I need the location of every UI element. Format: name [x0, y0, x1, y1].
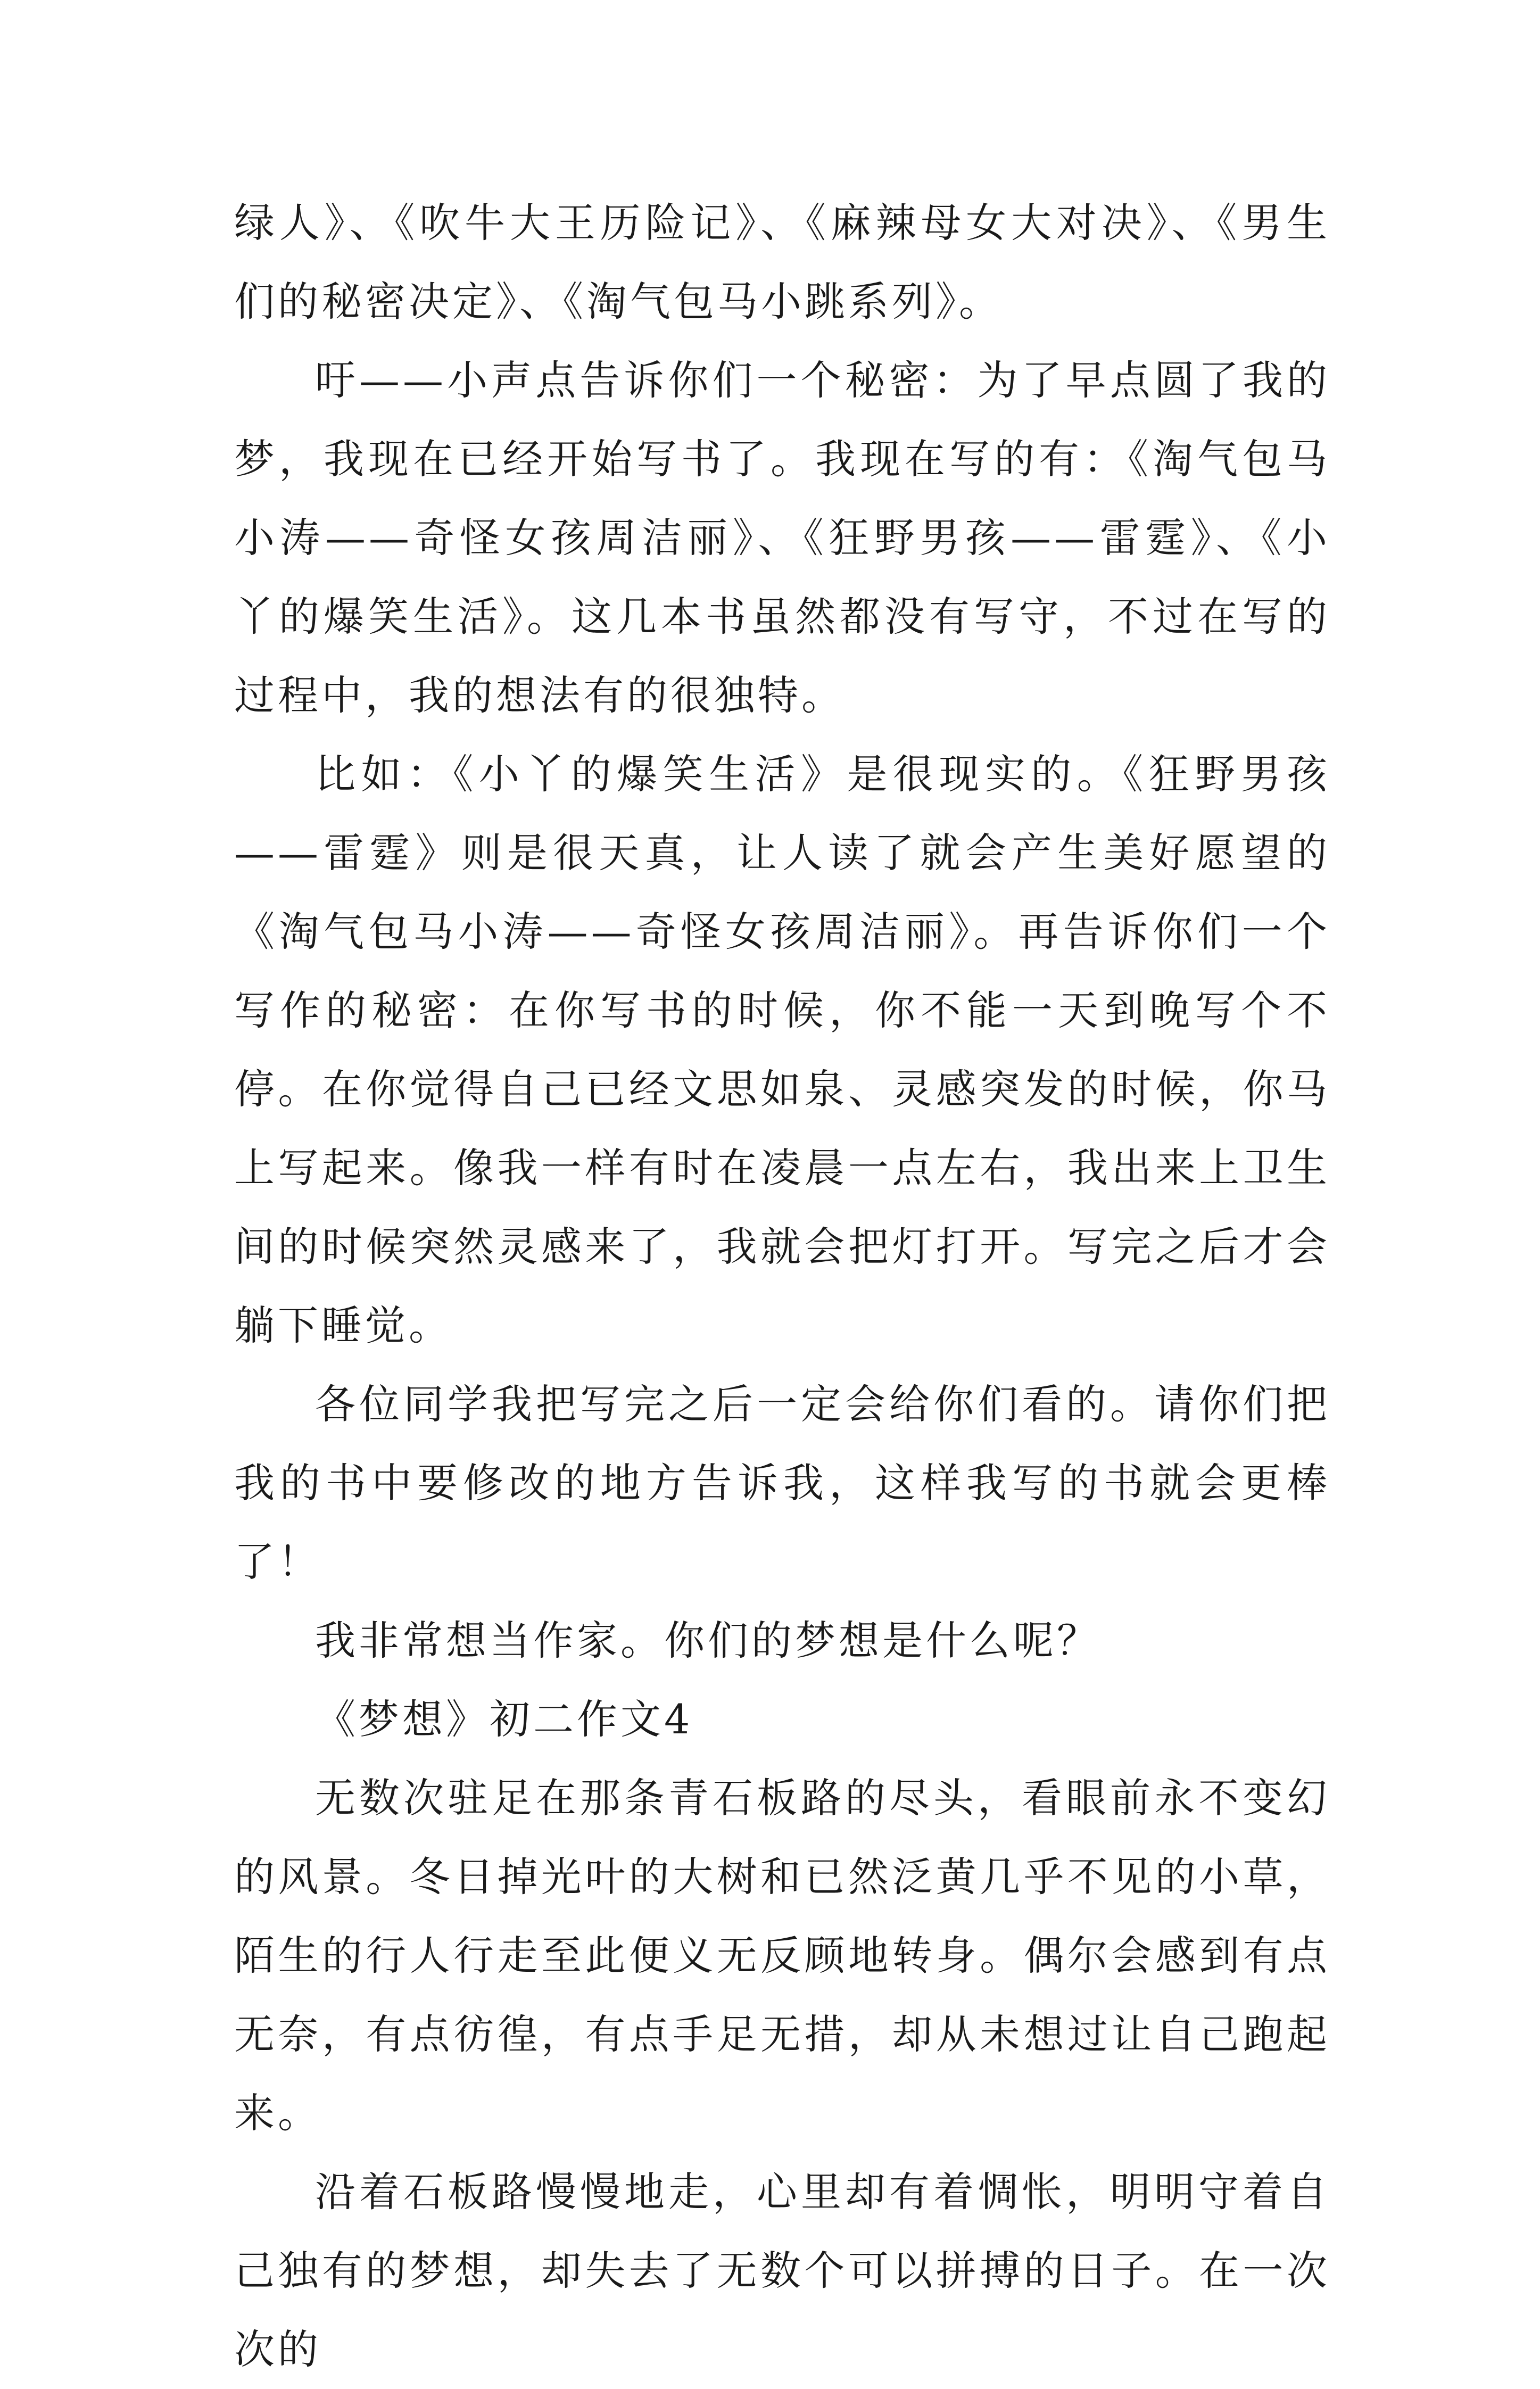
paragraph-stone-road: 无数次驻足在那条青石板路的尽头，看眼前永不变幻的风景。冬日掉光叶的大树和已然泛黄几乎不见的小草，陌生的行人行走至此便义无反顾地转身。偶尔会感到有点无奈，有点彷徨，有点手足无措，却从未想过让自己跑起来。: [234, 1774, 1330, 2137]
paragraph-continued: 绿人》、《吹牛大王历险记》、《麻辣母女大对决》、《男生们的秘密决定》、《淘气包马小跳系列》。: [234, 199, 1330, 325]
paragraph-secret: 吁——小声点告诉你们一个秘密：为了早点圆了我的梦，我现在已经开始写书了。我现在写的有：《淘气包马小涛——奇怪女孩周洁丽》、《狂野男孩——雷霆》、《小丫的爆笑生活》。这几本书虽然都没有写守，不过在写的过程中，我的想法有的很独特。: [234, 357, 1330, 719]
paragraph-question: 我非常想当作家。你们的梦想是什么呢？: [315, 1617, 1100, 1664]
paragraph-walking: 沿着石板路慢慢地走，心里却有着惆怅，明明守着自己独有的梦想，却失去了无数个可以拼搏的日子。在一次次的: [234, 2168, 1330, 2373]
paragraph-example: 比如：《小丫的爆笑生活》是很现实的。《狂野男孩——雷霆》则是很天真，让人读了就会产生美好愿望的《淘气包马小涛——奇怪女孩周洁丽》。再告诉你们一个写作的秘密：在你写书的时候，你不能一天到晚写个不停。在你觉得自己已经文思如泉、灵感突发的时候，你马上写起来。像我一样有时在凌晨一点左右，我出来上卫生间的时候突然灵感来了，我就会把灯打开。写完之后才会躺下睡觉。: [234, 750, 1330, 1349]
essay-title: 《梦想》初二作文4: [315, 1696, 693, 1743]
paragraph-classmates: 各位同学我把写完之后一定会给你们看的。请你们把我的书中要修改的地方告诉我，这样我写的书就会更棒了！: [234, 1381, 1330, 1585]
document-body: [234, 184, 1330, 2389]
